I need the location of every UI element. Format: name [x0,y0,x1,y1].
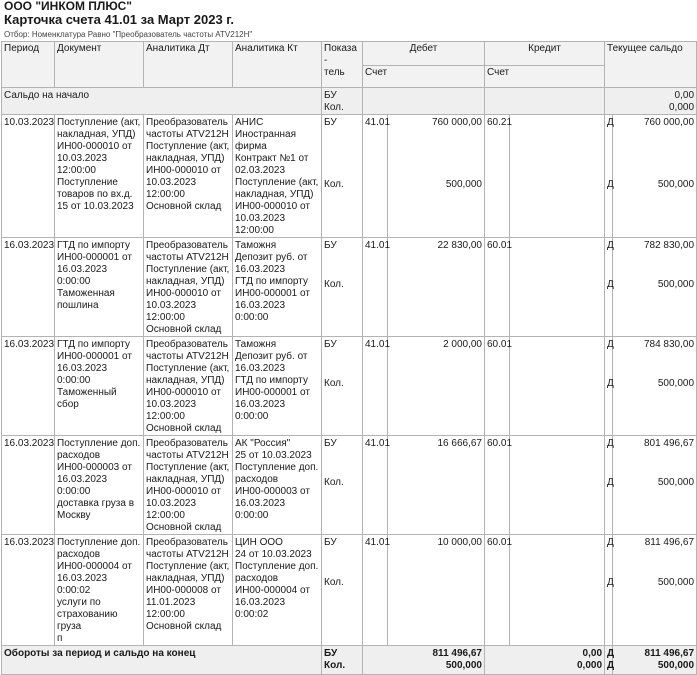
totals-balance [613,646,697,675]
cell-indicator [322,535,363,646]
cell-debit-amount-bu: 2 000,00 [443,339,482,350]
cell-balance-side-bu: Д [607,438,614,449]
cell-debit-account: 41.01 [363,238,388,337]
cell-balance-kol: 500,000 [657,477,695,488]
table-row [2,238,697,337]
cell-balance [613,238,697,337]
cell-balance-bu: 811 496,67 [644,537,695,548]
col-period-header: Период [2,42,55,88]
cell-balance-side-kol: Д [607,378,614,389]
totals-credit-bu: 0,00 [582,648,603,659]
table-row [2,115,697,238]
cell-analytics-dt: Преобразователь частоты ATV212H Поступление (акт, накладная, УПД) ИН00-000010 от 10.03.2023 12:00:00 Основной склад [144,337,233,436]
cell-document: Поступление (акт, накладная, УПД) ИН00-000010 от 10.03.2023 12:00:00 Поступление товаров по вх.д. 15 от 10.03.2023 [55,115,144,238]
col-debit-header: Дебет [363,42,485,66]
report-title: Карточка счета 41.01 за Март 2023 г. [4,12,235,27]
cell-balance-side [605,115,613,238]
cell-indicator [322,436,363,535]
cell-balance-side [605,337,613,436]
cell-analytics-dt: Преобразователь частоты ATV212H Поступление (акт, накладная, УПД) ИН00-000008 от 11.01.2023 12:00:00 Основной склад [144,535,233,646]
indicator-kol: Кол. [324,660,346,671]
cell-analytics-kt: АК "Россия" 25 от 10.03.2023 Поступление доп. расходов ИН00-000003 от 16.03.2023 0:00:00 [233,436,322,535]
account-card-table [1,41,697,675]
cell-debit-amount-bu: 16 666,67 [437,438,482,449]
col-credit-header: Кредит [485,42,605,66]
table-row [2,535,697,646]
opening-balance [605,88,697,115]
cell-balance [613,535,697,646]
cell-balance-side-bu: Д [607,240,614,251]
opening-indicator [322,88,363,115]
balance-side-kol: Д [607,660,615,671]
cell-period: 10.03.2023 [2,115,55,238]
cell-indicator-bu: БУ [324,117,337,128]
totals-indicator [322,646,363,675]
cell-document: Поступление доп. расходов ИН00-000003 от 16.03.2023 0:00:00 доставка груза в Москву [55,436,144,535]
cell-balance-side [605,238,613,337]
totals-debit-bu: 811 496,67 [432,648,482,659]
cell-balance-side-kol: Д [607,477,614,488]
col-debit-account-header: Счет [363,66,485,88]
cell-balance-bu: 782 830,00 [643,240,695,251]
cell-debit-account: 41.01 [363,337,388,436]
cell-analytics-kt: ЦИН ООО 24 от 10.03.2023 Поступление доп. расходов ИН00-000004 от 16.03.2023 0:00:02 [233,535,322,646]
cell-credit-account: 60.01 [485,535,510,646]
totals-balance-side [605,646,613,675]
totals-label: Обороты за период и сальдо на конец [2,646,322,675]
totals-balance-bu: 811 496,67 [644,648,695,659]
cell-balance [613,436,697,535]
cell-balance-side-kol: Д [607,279,614,290]
cell-indicator [322,238,363,337]
cell-debit-account: 41.01 [363,535,388,646]
cell-indicator-bu: БУ [324,438,337,449]
col-balance-header: Текущее сальдо [605,42,697,88]
cell-debit-account: 41.01 [363,436,388,535]
cell-credit-amount [510,337,605,436]
totals-row [2,646,697,675]
cell-credit-account: 60.01 [485,337,510,436]
cell-balance [613,115,697,238]
cell-indicator-bu: БУ [324,339,337,350]
opening-balance-bu: 0,00 [674,90,695,101]
report-filter: Отбор: Номенклатура Равно "Преобразователь частоты ATV212H" [4,30,253,39]
cell-debit-amount [388,535,485,646]
cell-period: 16.03.2023 [2,337,55,436]
cell-debit-amount-kol: 500,000 [445,179,482,190]
cell-balance-bu: 760 000,00 [643,117,695,128]
cell-period: 16.03.2023 [2,535,55,646]
table-row [2,337,697,436]
cell-indicator-kol: Кол. [324,279,344,290]
cell-balance-side-bu: Д [607,339,614,350]
cell-indicator-bu: БУ [324,240,337,251]
cell-indicator-kol: Кол. [324,477,344,488]
cell-indicator [322,115,363,238]
cell-indicator-bu: БУ [324,537,337,548]
cell-balance-side [605,535,613,646]
cell-indicator [322,337,363,436]
cell-document: Поступление доп. расходов ИН00-000004 от 16.03.2023 0:00:02 услуги по страхованию груза п [55,535,144,646]
cell-balance-kol: 500,000 [657,378,695,389]
cell-credit-account: 60.01 [485,436,510,535]
balance-side-bu: Д [607,648,615,659]
cell-analytics-kt: АНИС Иностранная фирма Контракт №1 от 02.03.2023 Поступление (акт, накладная, УПД) ИН00-000010 от 10.03.2023 12:00:00 [233,115,322,238]
cell-balance-side [605,436,613,535]
totals-credit-kol: 0,000 [576,660,603,671]
cell-credit-amount [510,115,605,238]
cell-credit-account: 60.21 [485,115,510,238]
cell-credit-amount [510,238,605,337]
cell-analytics-kt: Таможня Депозит руб. от 16.03.2023 ГТД по импорту ИН00-000001 от 16.03.2023 0:00:00 [233,337,322,436]
cell-debit-amount [388,238,485,337]
cell-balance-side-bu: Д [607,117,614,128]
cell-balance-kol: 500,000 [657,179,695,190]
cell-balance [613,337,697,436]
col-document-header: Документ [55,42,144,88]
cell-debit-amount [388,436,485,535]
col-indicator-header: Показа - тель [322,42,363,88]
cell-indicator-kol: Кол. [324,179,344,190]
cell-analytics-kt: Таможня Депозит руб. от 16.03.2023 ГТД по импорту ИН00-000001 от 16.03.2023 0:00:00 [233,238,322,337]
cell-indicator-kol: Кол. [324,378,344,389]
opening-balance-row [2,88,697,115]
cell-debit-amount-bu: 10 000,00 [437,537,482,548]
cell-credit-account: 60.01 [485,238,510,337]
indicator-bu: БУ [324,90,337,101]
col-analytics-dt-header: Аналитика Дт [144,42,233,88]
totals-balance-kol: 500,000 [657,660,695,671]
cell-debit-account: 41.01 [363,115,388,238]
cell-balance-bu: 784 830,00 [643,339,695,350]
cell-document: ГТД по импорту ИН00-000001 от 16.03.2023 0:00:00 Таможенная пошлина [55,238,144,337]
totals-debit [363,646,485,675]
cell-debit-amount [388,337,485,436]
cell-balance-kol: 500,000 [657,577,695,588]
indicator-kol: Кол. [324,102,344,113]
cell-balance-side-bu: Д [607,537,614,548]
totals-credit [485,646,605,675]
cell-debit-amount-bu: 22 830,00 [437,240,482,251]
cell-balance-bu: 801 496,67 [643,438,695,449]
cell-period: 16.03.2023 [2,238,55,337]
organization-name: ООО "ИНКОМ ПЛЮС" [4,0,132,13]
cell-debit-amount-bu: 760 000,00 [431,117,482,128]
col-analytics-kt-header: Аналитика Кт [233,42,322,88]
cell-indicator-kol: Кол. [324,577,344,588]
opening-label: Сальдо на начало [2,88,322,115]
cell-document: ГТД по импорту ИН00-000001 от 16.03.2023 0:00:00 Таможенный сбор [55,337,144,436]
cell-analytics-dt: Преобразователь частоты ATV212H Поступление (акт, накладная, УПД) ИН00-000010 от 10.03.2023 12:00:00 Основной склад [144,238,233,337]
cell-analytics-dt: Преобразователь частоты ATV212H Поступление (акт, накладная, УПД) ИН00-000010 от 10.03.2023 12:00:00 Основной склад [144,115,233,238]
indicator-bu: БУ [324,648,338,659]
cell-balance-side-kol: Д [607,577,614,588]
cell-debit-amount [388,115,485,238]
cell-balance-kol: 500,000 [657,279,695,290]
col-credit-account-header: Счет [485,66,605,88]
cell-credit-amount [510,436,605,535]
totals-debit-kol: 500,000 [445,660,482,671]
cell-period: 16.03.2023 [2,436,55,535]
cell-credit-amount [510,535,605,646]
cell-balance-side-kol: Д [607,179,614,190]
table-row [2,436,697,535]
opening-balance-kol: 0,000 [668,102,695,113]
cell-analytics-dt: Преобразователь частоты ATV212H Поступление (акт, накладная, УПД) ИН00-000010 от 10.03.2023 12:00:00 Основной склад [144,436,233,535]
